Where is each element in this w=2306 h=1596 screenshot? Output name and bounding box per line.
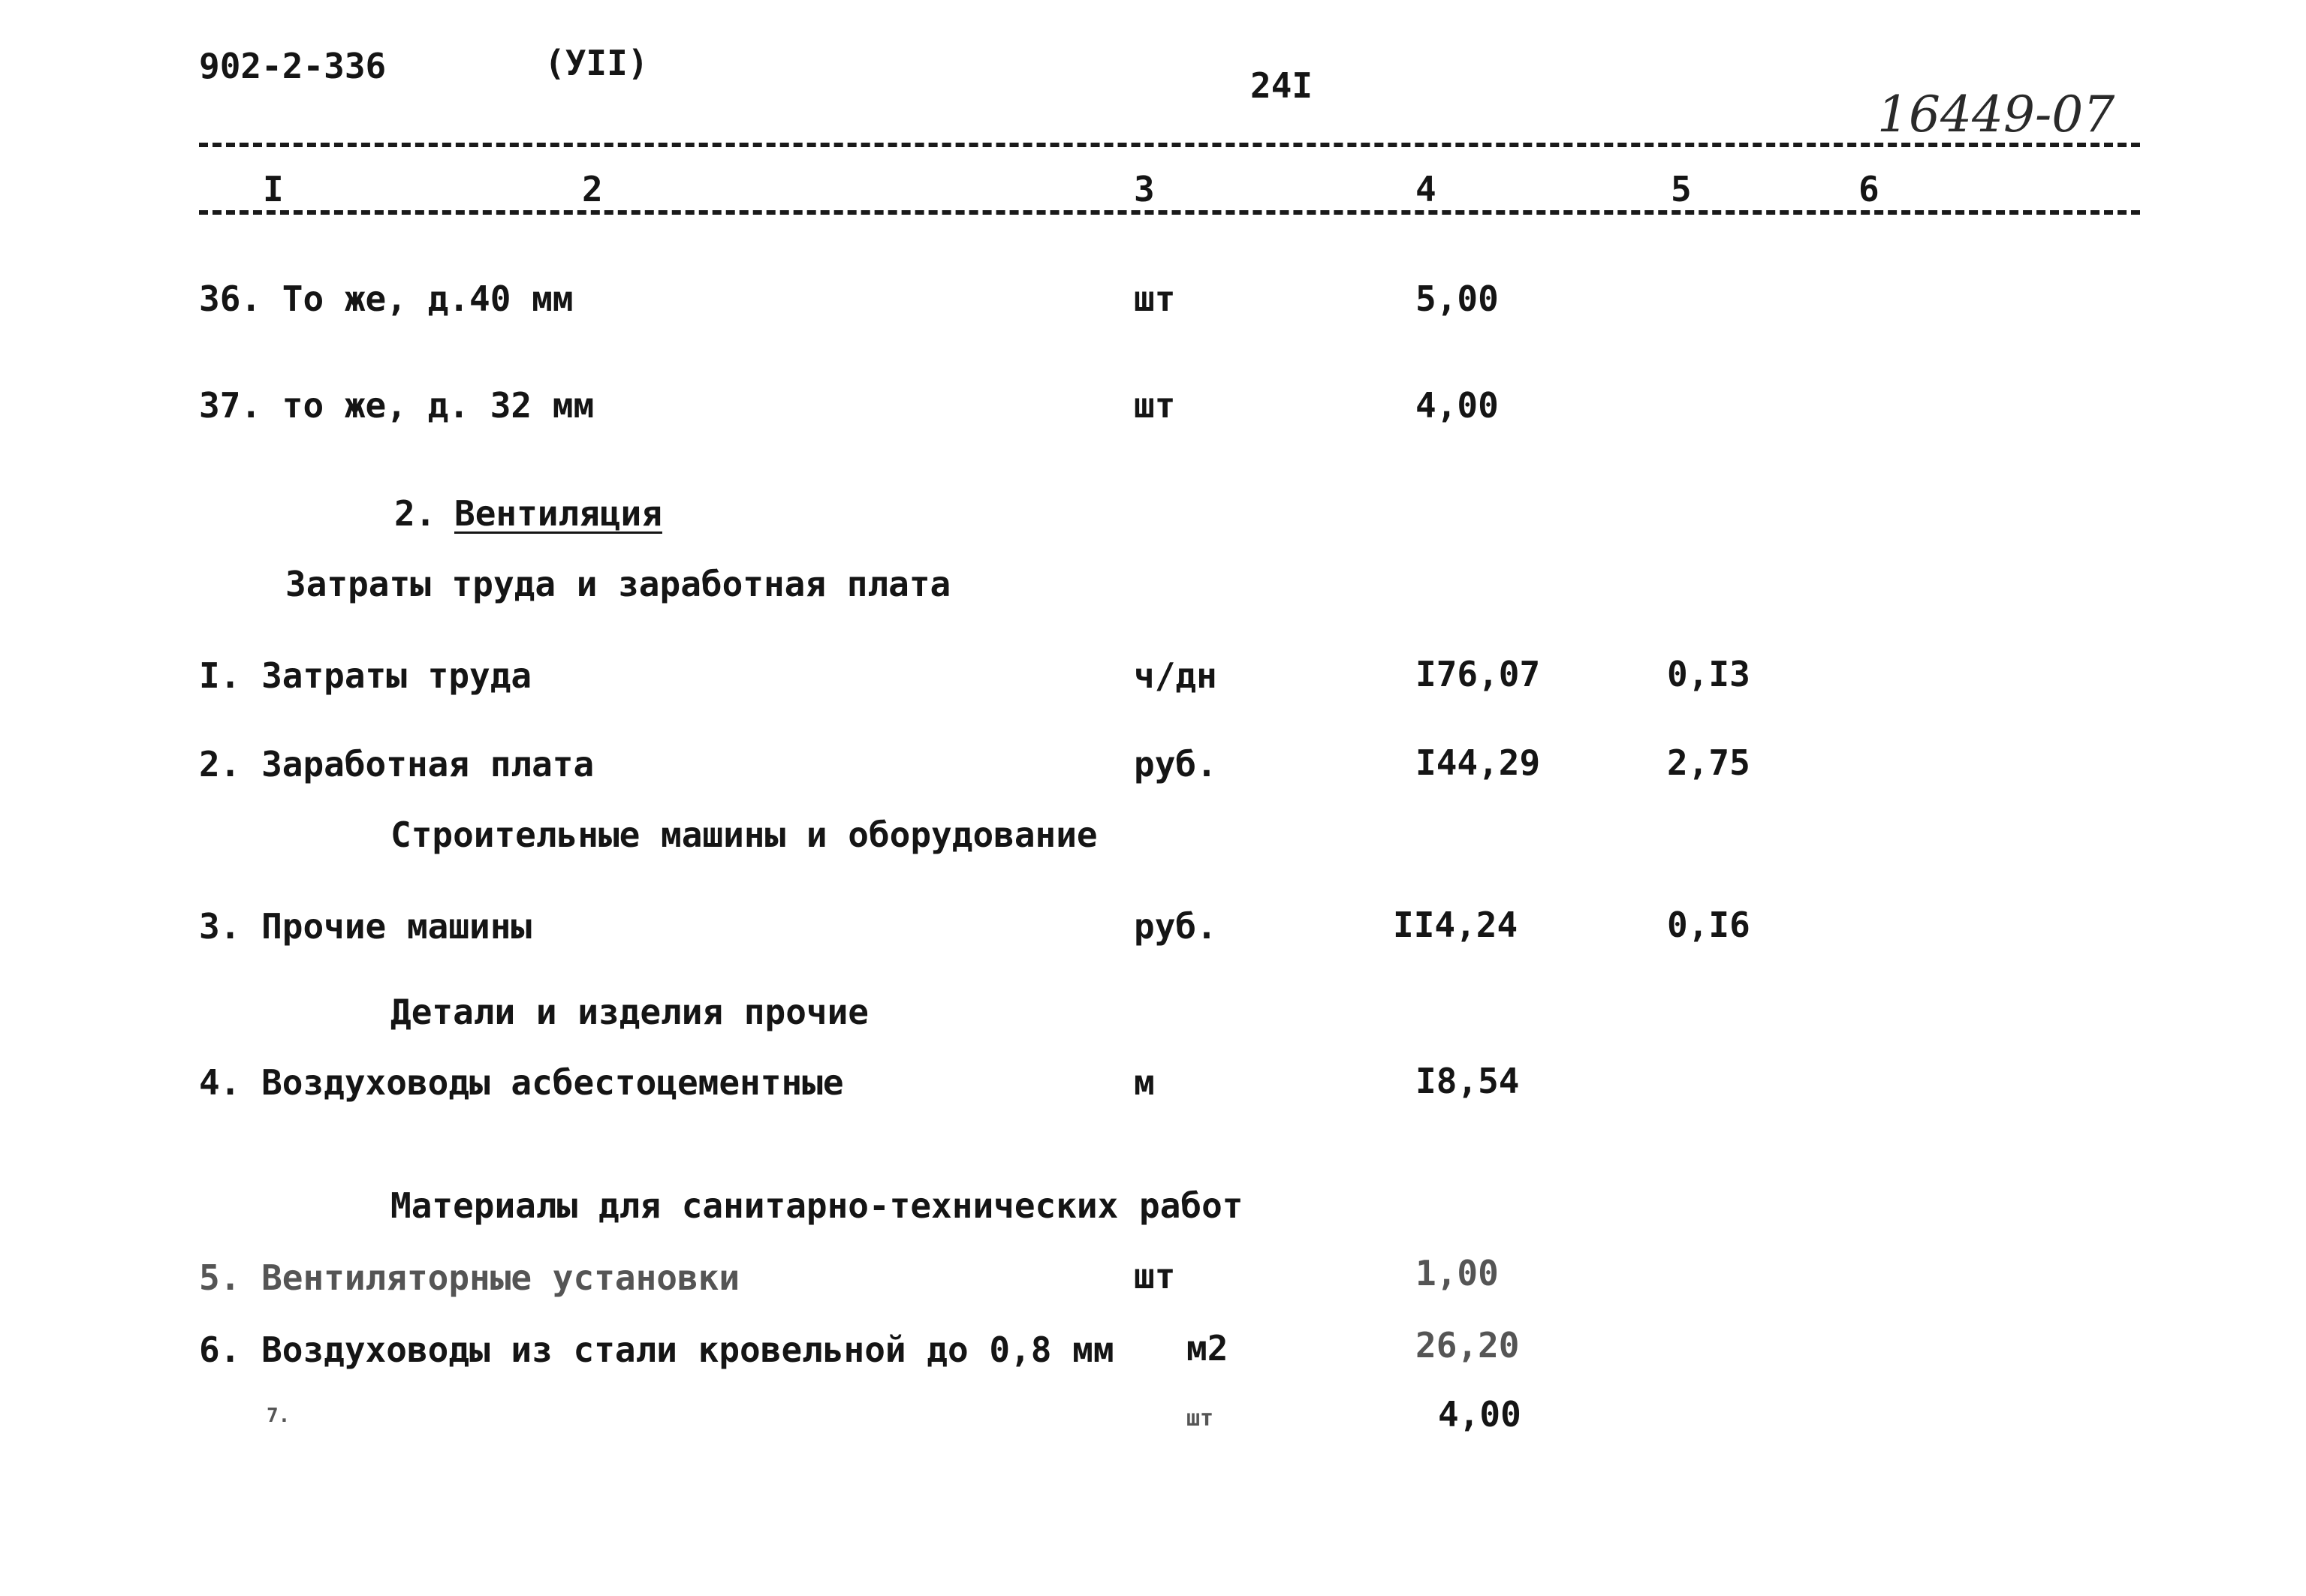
- materials-heading: Материалы для санитарно-технических работ: [390, 1185, 1243, 1226]
- labor-row-2-quantity: I44,29: [1415, 742, 1541, 783]
- row-36-unit: шт: [1134, 279, 1176, 319]
- column-number-1: I: [263, 169, 284, 209]
- machines-row-3-text: 3. Прочие машины: [199, 906, 532, 947]
- materials-row-6-text: 6. Воздуховоды из стали кровельной до 0,8 мм: [199, 1329, 1114, 1370]
- row-37-text: 37. то же, д. 32 мм: [199, 385, 595, 426]
- details-heading: Детали и изделия прочие: [390, 992, 869, 1032]
- materials-row-5-unit: шт: [1134, 1256, 1176, 1296]
- details-row-4-unit: м: [1134, 1062, 1155, 1103]
- labor-row-1-quantity: I76,07: [1415, 654, 1541, 694]
- labor-row-2-col5: 2,75: [1667, 742, 1750, 783]
- row-37-unit: шт: [1134, 385, 1176, 426]
- document-code: 902-2-336: [199, 46, 387, 86]
- labor-row-2-text: 2. Заработная плата: [199, 744, 595, 784]
- row-36-text: 36. То же, д.40 мм: [199, 279, 574, 319]
- labor-row-1-unit: ч/дн: [1134, 655, 1217, 696]
- handwritten-inventory-number: 16449-07: [1877, 86, 2115, 143]
- materials-row-7-text: 7.: [267, 1405, 291, 1427]
- column-number-4: 4: [1415, 169, 1436, 209]
- materials-row-7-quantity: 4,00: [1438, 1394, 1521, 1435]
- materials-row-6-quantity: 26,20: [1415, 1325, 1520, 1366]
- row-36-quantity: 5,00: [1415, 279, 1499, 319]
- album-number: (УII): [544, 43, 649, 83]
- machines-heading: Строительные машины и оборудование: [390, 815, 1098, 855]
- page-number: 24I: [1250, 65, 1313, 106]
- machines-row-3-quantity: II4,24: [1393, 905, 1518, 945]
- machines-row-3-col5: 0,I6: [1667, 905, 1750, 945]
- row-37-quantity: 4,00: [1415, 385, 1499, 426]
- column-number-5: 5: [1671, 169, 1692, 209]
- labor-row-1-text: I. Затраты труда: [199, 655, 532, 696]
- section-subtitle: Затраты труда и заработная плата: [285, 564, 951, 604]
- column-number-2: 2: [582, 169, 603, 209]
- materials-row-7-unit: шт: [1186, 1405, 1214, 1432]
- header-dashed-rule-bottom: [199, 210, 2140, 215]
- section-number: 2.: [394, 493, 436, 534]
- materials-row-6-unit: м2: [1186, 1328, 1228, 1369]
- details-row-4-text: 4. Воздуховоды асбестоцементные: [199, 1062, 844, 1103]
- machines-row-3-unit: руб.: [1134, 906, 1217, 947]
- materials-row-5-quantity: 1,00: [1415, 1253, 1499, 1293]
- details-row-4-quantity: I8,54: [1415, 1061, 1520, 1101]
- labor-row-2-unit: руб.: [1134, 744, 1217, 784]
- materials-row-5-text: 5. Вентиляторные установки: [199, 1257, 740, 1298]
- header-dashed-rule-top: [199, 143, 2140, 147]
- section-title: Вентиляция: [454, 493, 662, 534]
- column-number-6: 6: [1858, 169, 1879, 209]
- labor-row-1-col5: 0,I3: [1667, 654, 1750, 694]
- column-number-3: 3: [1134, 169, 1155, 209]
